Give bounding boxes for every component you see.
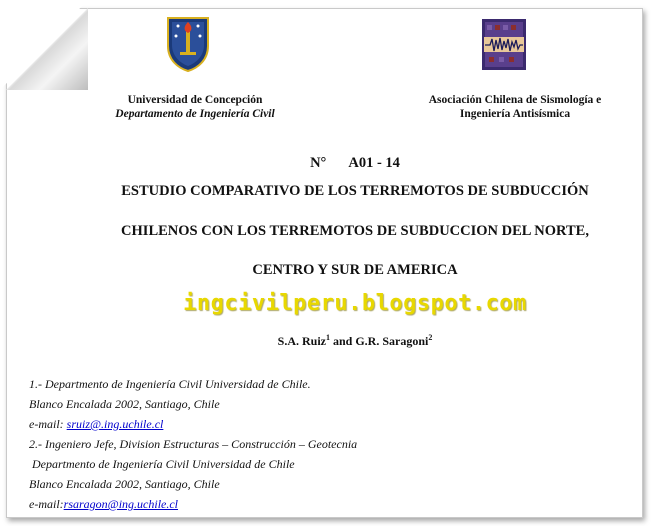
affiliation-1-line-1: 1.- Departmento de Ingeniería Civil Universidad de Chile. [29, 377, 311, 391]
blog-watermark: ingcivilperu.blogspot.com [183, 291, 527, 316]
author-2-sup: 2 [428, 333, 433, 342]
udec-shield-logo [164, 16, 212, 72]
institution-right-name-line2: Ingeniería Antisísmica [459, 108, 571, 120]
author-1: S.A. Ruiz [277, 334, 326, 348]
affiliation-1-line-2: Blanco Encalada 2002, Santiago, Chile [29, 397, 220, 411]
paper-number-value: A01 - 14 [348, 155, 400, 171]
affiliation-2-line-2: Departmento de Ingeniería Civil Universidad de Chile [29, 457, 295, 471]
affiliation-1-email-link[interactable]: sruiz@.ing.uchile.cl [66, 417, 164, 431]
paper-number-label: N° [310, 155, 327, 171]
achisina-seismograph-logo [481, 18, 527, 71]
affiliation-2-line-1: 2.- Ingeniero Jefe, Division Estructuras – Construcción – Geotecnia [29, 437, 358, 451]
affiliations [29, 374, 357, 514]
author-1-sup: 1 [325, 333, 330, 342]
institution-left [80, 93, 310, 121]
authors-line [60, 333, 650, 349]
institution-left-name: Universidad de Concepción [127, 94, 263, 106]
paper-title-line-1: ESTUDIO COMPARATIVO DE LOS TERREMOTOS DE SUBDUCCIÓN [121, 183, 589, 199]
affiliation-2-email-link[interactable]: rsaragon@ing.uchile.cl [63, 497, 179, 511]
paper-title-line-3: CENTRO Y SUR DE AMERICA [252, 262, 458, 278]
affiliation-2-email-row [29, 494, 357, 514]
institution-left-department: Departamento de Ingeniería Civil [115, 108, 275, 120]
institution-right [380, 93, 650, 121]
affiliation-2-line-3: Blanco Encalada 2002, Santiago, Chile [29, 477, 220, 491]
affiliation-1-email-row [29, 414, 357, 434]
paper-number [60, 155, 650, 172]
affiliation-1-email-label: e-mail: [29, 417, 67, 431]
affiliation-2-email-label: e-mail: [29, 497, 64, 511]
author-2: and G.R. Saragoni [329, 334, 429, 348]
institution-right-name: Asociación Chilena de Sismología e [428, 94, 602, 106]
paper-title-line-2: CHILENOS CON LOS TERREMOTOS DE SUBDUCCION DEL NORTE, [121, 223, 589, 239]
